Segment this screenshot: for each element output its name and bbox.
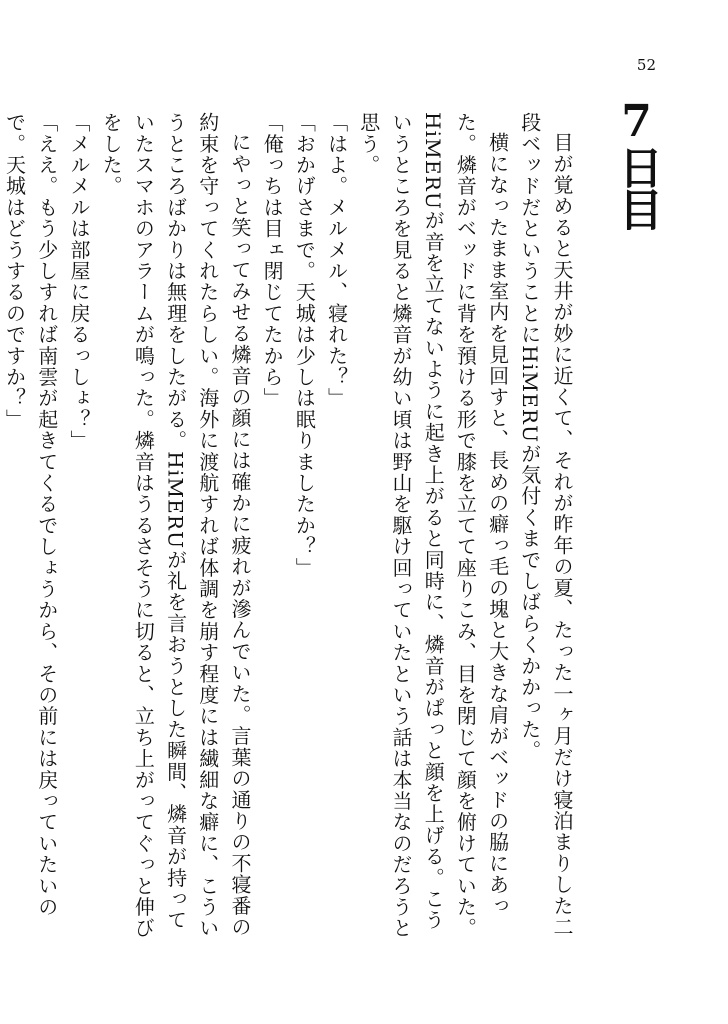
body-text (2, 112, 578, 942)
dialogue-line: 「俺っちは目ェ閉じてたから」 (260, 112, 285, 409)
dialogue-line: 「おかげさまで。天城は少しは眠りましたか？」 (292, 112, 317, 579)
dialogue-line: 「メルメルは部屋に戻るっしょ？」 (66, 112, 91, 452)
paragraph: 目が覚めると天井が妙に近くて、それが昨年の夏、たった一ヶ月だけ寝泊まりした二段ベッドだということにHiMERUが気付くまでしばらくかかった。 (517, 112, 574, 938)
chapter-title: 7日目 (611, 96, 662, 229)
paragraph: 横になったまま室内を見回すと、長めの癖っ毛の塊と大きな肩がベッドの脇にあった。燐音がベッドに背を預ける形で膝を立てて座りこみ、目を閉じて顔を俯けていた。HiMERUが音を立てないように起き上がると同時に、燐音がぱっと顔を上げる。こういうところを見ると燐音が幼い頃は野山を駆け回っていたという話は本当なのだろうと思う。 (356, 112, 510, 939)
dialogue-line: 「はよ。メルメル、寝れた？」 (324, 112, 349, 409)
paragraph: にやっと笑ってみせる燐音の顔には確かに疲れが滲んでいた。言葉の通りの不寝番の約束を守ってくれたらしい。海外に渡航すれば体調を崩す程度には繊細な癖に、こういうところばかりは無理をしたがる。HiMERUが礼を言おうとした瞬間、燐音が持っていたスマホのアラームが鳴った。燐音はうるさそうに切ると、立ち上がってぐっと伸びをした。 (99, 112, 252, 939)
page-number: 52 (636, 56, 656, 74)
dialogue-line: 「ええ。もう少しすれば南雲が起きてくるでしょうから、その前には戻っていたいので。天城はどうするのですか？」 (2, 112, 59, 918)
